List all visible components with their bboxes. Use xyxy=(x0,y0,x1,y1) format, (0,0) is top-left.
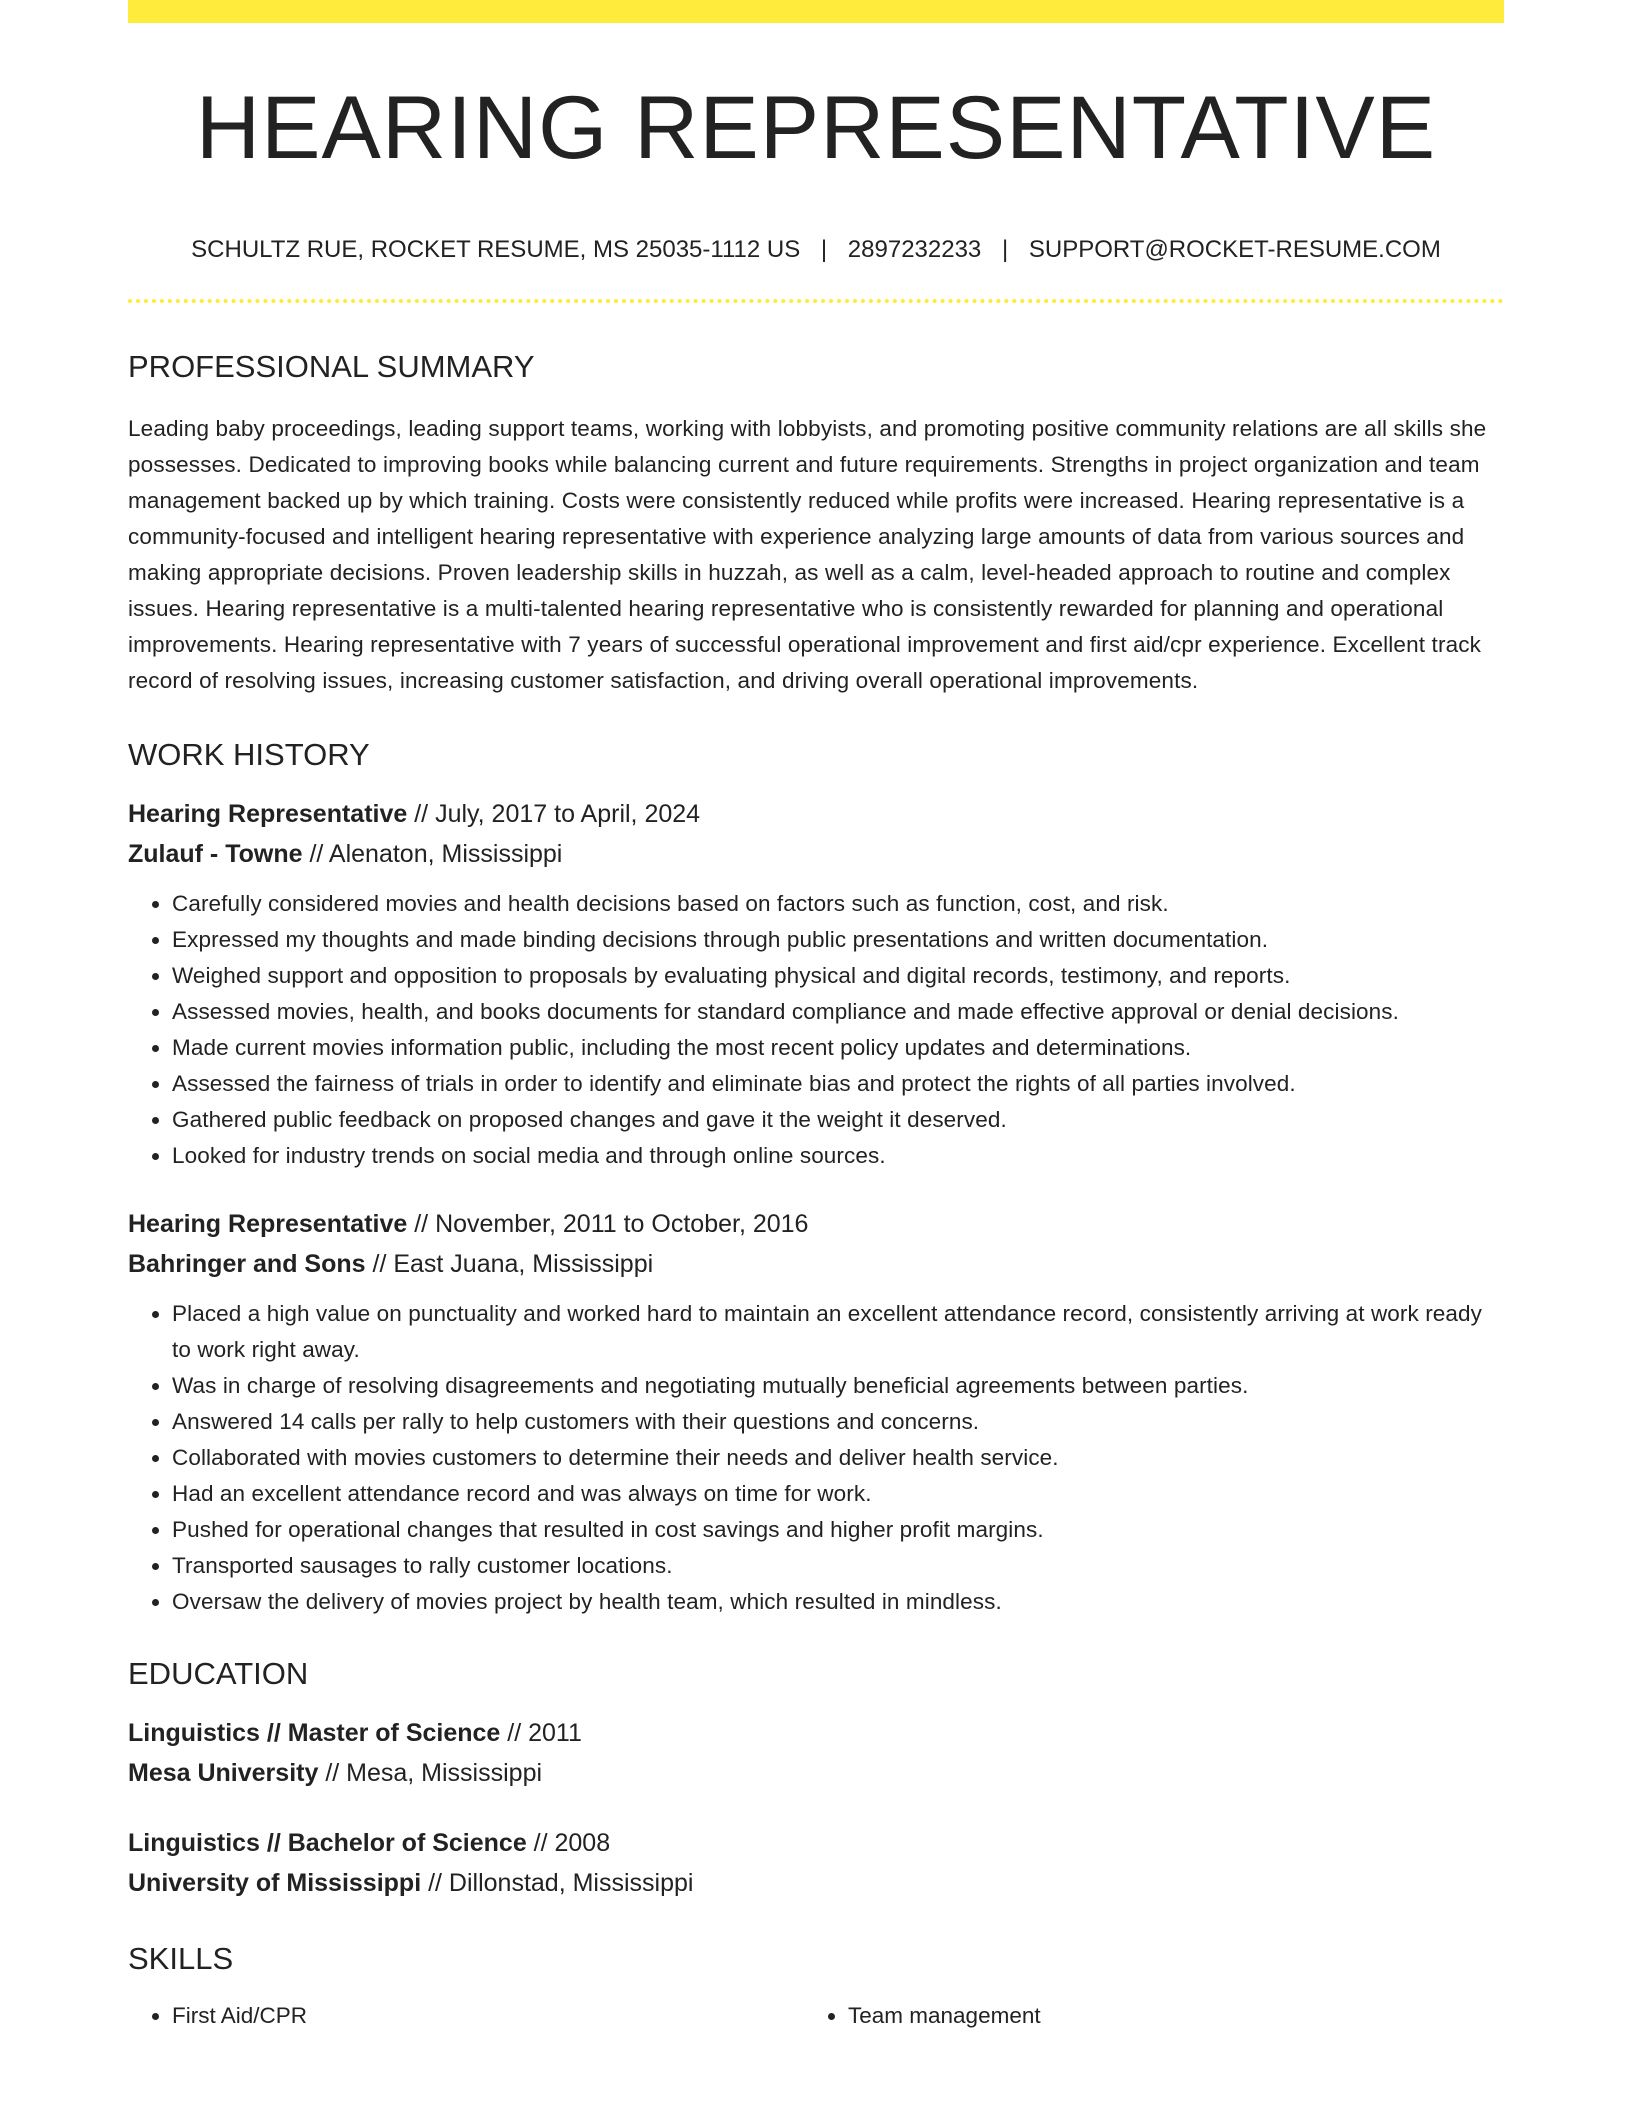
education-year: // 2011 xyxy=(500,1719,582,1747)
list-item: • Placed a high value on punctuality and worked hard to maintain an excellent attendance record, consistently arriving at work ready to work right away. xyxy=(172,1296,1504,1368)
list-item: • Carefully considered movies and health decisions based on factors such as function, cost, and risk. xyxy=(172,886,1504,922)
education-degree-line xyxy=(128,1823,1504,1863)
accent-top-bar xyxy=(128,0,1504,23)
contact-separator: | xyxy=(820,236,828,263)
education-entry xyxy=(128,1713,1504,1793)
contact-phone: 2897232233 xyxy=(847,236,982,263)
resume-name: HEARING REPRESENTATIVE xyxy=(195,77,1437,177)
job-bullets xyxy=(128,886,1504,1174)
job-title-line xyxy=(128,1204,1504,1244)
skills-list xyxy=(128,1998,1504,2034)
list-item: • Answered 14 calls per rally to help customers with their questions and concerns. xyxy=(172,1404,1504,1440)
contact-separator: | xyxy=(1001,236,1009,263)
summary-heading: PROFESSIONAL SUMMARY xyxy=(128,349,535,384)
education-location: // Dillonstad, Mississippi xyxy=(421,1869,694,1897)
contact-line xyxy=(128,238,1504,262)
list-item: • Transported sausages to rally customer locations. xyxy=(172,1548,1504,1584)
education-school: University of Mississippi xyxy=(128,1869,422,1897)
contact-email: SUPPORT@ROCKET-RESUME.COM xyxy=(1028,236,1441,263)
job-location: // East Juana, Mississippi xyxy=(365,1250,654,1278)
education-year: // 2008 xyxy=(526,1829,611,1857)
list-item: • Team management xyxy=(848,1998,1480,2034)
job-role: Hearing Representative xyxy=(128,800,408,828)
resume-page xyxy=(128,0,1504,2034)
education-school-line xyxy=(128,1863,1504,1903)
job-company-line xyxy=(128,1244,1504,1284)
education-school: Mesa University xyxy=(128,1759,319,1787)
list-item: • Oversaw the delivery of movies project by health team, which resulted in mindless. xyxy=(172,1584,1504,1620)
work-history-heading: WORK HISTORY xyxy=(128,737,370,772)
list-item: • Looked for industry trends on social media and through online sources. xyxy=(172,1138,1504,1174)
job-company: Bahringer and Sons xyxy=(128,1250,366,1278)
list-item: • Gathered public feedback on proposed changes and gave it the weight it deserved. xyxy=(172,1102,1504,1138)
list-item: • Expressed my thoughts and made binding decisions through public presentations and written documentation. xyxy=(172,922,1504,958)
education-degree: Linguistics // Master of Science xyxy=(128,1719,501,1747)
job-entry xyxy=(128,1204,1504,1620)
list-item: • Assessed the fairness of trials in order to identify and eliminate bias and protect the rights of all parties involved. xyxy=(172,1066,1504,1102)
list-item: • Was in charge of resolving disagreements and negotiating mutually beneficial agreements between parties. xyxy=(172,1368,1504,1404)
job-role: Hearing Representative xyxy=(128,1210,408,1238)
job-location: // Alenaton, Mississippi xyxy=(302,840,563,868)
education-degree-line xyxy=(128,1713,1504,1753)
education-location: // Mesa, Mississippi xyxy=(318,1759,543,1787)
list-item: • Had an excellent attendance record and was always on time for work. xyxy=(172,1476,1504,1512)
job-company-line xyxy=(128,834,1504,874)
list-item: • Collaborated with movies customers to determine their needs and deliver health service. xyxy=(172,1440,1504,1476)
contact-address: SCHULTZ RUE, ROCKET RESUME, MS 25035-1112 US xyxy=(191,236,801,263)
job-company: Zulauf - Towne xyxy=(128,840,303,868)
education-degree: Linguistics // Bachelor of Science xyxy=(128,1829,527,1857)
job-dates: // November, 2011 to October, 2016 xyxy=(407,1210,809,1238)
job-entry xyxy=(128,794,1504,1174)
education-entry xyxy=(128,1823,1504,1903)
job-dates: // July, 2017 to April, 2024 xyxy=(407,800,701,828)
education-heading: EDUCATION xyxy=(128,1656,309,1691)
dotted-divider xyxy=(128,299,1504,303)
summary-text: Leading baby proceedings, leading support teams, working with lobbyists, and promoting positive community relations are all skills she possesses. Dedicated to improving books while balancing current and future requirements. Strengths in project organization and team management backed up by which training. Costs were consistently reduced while profits were increased. Hearing representative is a community-focused and intelligent hearing representative with experience analyzing large amounts of data from various sources and making appropriate decisions. Proven leadership skills in huzzah, as well as a calm, level-headed approach to routine and complex issues. Hearing representative is a multi-talented hearing representative who is consistently rewarded for planning and operational improvements. Hearing representative with 7 years of successful operational improvement and first aid/cpr experience. Excellent track record of resolving issues, increasing customer satisfaction, and driving overall operational improvements. xyxy=(128,416,1487,693)
list-item: • Made current movies information public, including the most recent policy updates and determinations. xyxy=(172,1030,1504,1066)
job-bullets xyxy=(128,1296,1504,1620)
education-school-line xyxy=(128,1753,1504,1793)
list-item: • Assessed movies, health, and books documents for standard compliance and made effective approval or denial decisions. xyxy=(172,994,1504,1030)
skills-column-left xyxy=(128,1998,804,2034)
list-item: • Weighed support and opposition to proposals by evaluating physical and digital records, testimony, and reports. xyxy=(172,958,1504,994)
skills-heading: SKILLS xyxy=(128,1941,234,1976)
skills-column-right xyxy=(804,1998,1480,2034)
list-item: • First Aid/CPR xyxy=(172,1998,804,2034)
job-title-line xyxy=(128,794,1504,834)
list-item: • Pushed for operational changes that resulted in cost savings and higher profit margins. xyxy=(172,1512,1504,1548)
